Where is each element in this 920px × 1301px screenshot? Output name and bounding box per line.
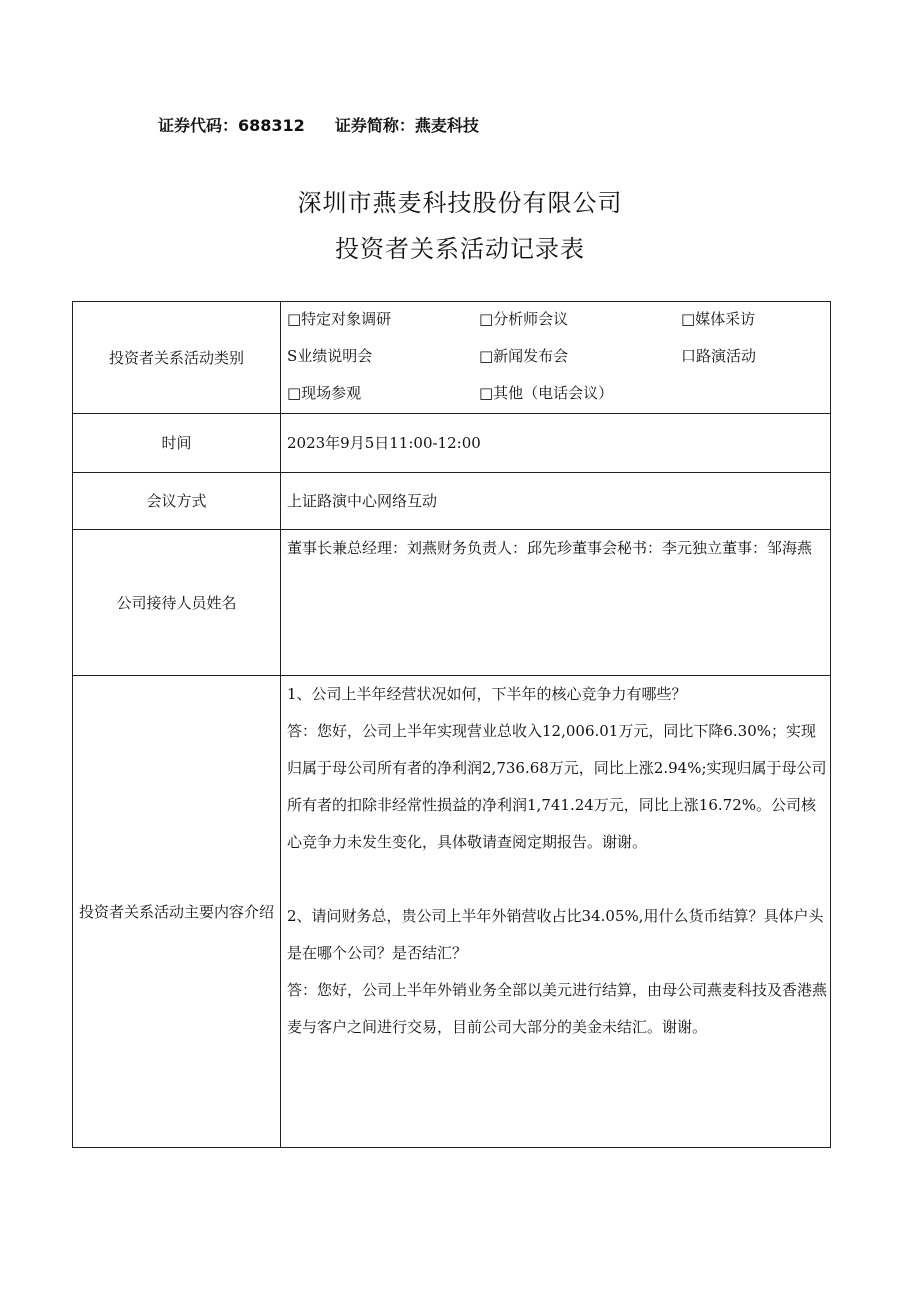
category-row [73, 302, 831, 414]
company-name-title: 深圳市燕麦科技股份有限公司 [297, 189, 623, 217]
option-other: □其他（电话会议） [479, 384, 614, 402]
option-earnings-briefing: S业绩说明会 [287, 347, 373, 365]
security-code: 证券代码：688312 [158, 116, 305, 135]
category-options [281, 302, 831, 414]
option-media-interview: □媒体采访 [681, 310, 756, 328]
method-value: 上证路演中心网络互动 [281, 473, 831, 530]
option-site-visit: □现场参观 [287, 384, 362, 402]
question-2: 2、请问财务总，贵公司上半年外销营收占比34.05%,用什么货币结算？具体户头是在哪个公司？是否结汇？ [287, 907, 824, 962]
staff-value: 董事长兼总经理：刘燕财务负责人：邱先珍董事会秘书：李元独立董事：邹海燕 [281, 530, 831, 676]
time-row [73, 414, 831, 473]
investor-relations-record-table [72, 301, 831, 1148]
qa-content [281, 676, 831, 1148]
answer-1: 答：您好，公司上半年实现营业总收入12,006.01万元，同比下降6.30%；实现归属于母公司所有者的净利润2,736.68万元，同比上涨2.94%;实现归属于母公司所有者的扣除非经常性损益的净利润1,741.24万元，同比上涨16.72%。公司核心竞争力未发生变化，具体敬请查阅定期报告。谢谢。 [287, 722, 827, 851]
time-label: 时间 [73, 414, 281, 473]
answer-2: 答：您好，公司上半年外销业务全部以美元进行结算，由母公司燕麦科技及香港燕麦与客户之间进行交易，目前公司大部分的美金未结汇。谢谢。 [287, 981, 828, 1036]
option-specific-research: □特定对象调研 [287, 310, 392, 328]
security-abbreviation: 证券简称：燕麦科技 [334, 116, 479, 135]
staff-row [73, 530, 831, 676]
content-row [73, 676, 831, 1148]
method-label: 会议方式 [73, 473, 281, 530]
spacer [287, 861, 830, 898]
category-label: 投资者关系活动类别 [73, 302, 281, 414]
option-roadshow: 口路演活动 [681, 347, 757, 365]
question-1: 1、公司上半年经营状况如何，下半年的核心竞争力有哪些？ [287, 685, 687, 703]
security-code-line [158, 113, 479, 136]
option-analyst-meeting: □分析师会议 [479, 310, 569, 328]
record-table-title: 投资者关系活动记录表 [335, 235, 585, 263]
method-row [73, 473, 831, 530]
content-label: 投资者关系活动主要内容介绍 [73, 676, 281, 1148]
staff-label: 公司接待人员姓名 [73, 530, 281, 676]
time-value: 2023年9月5日11:00-12:00 [281, 414, 831, 473]
option-press-conference: □新闻发布会 [479, 347, 569, 365]
